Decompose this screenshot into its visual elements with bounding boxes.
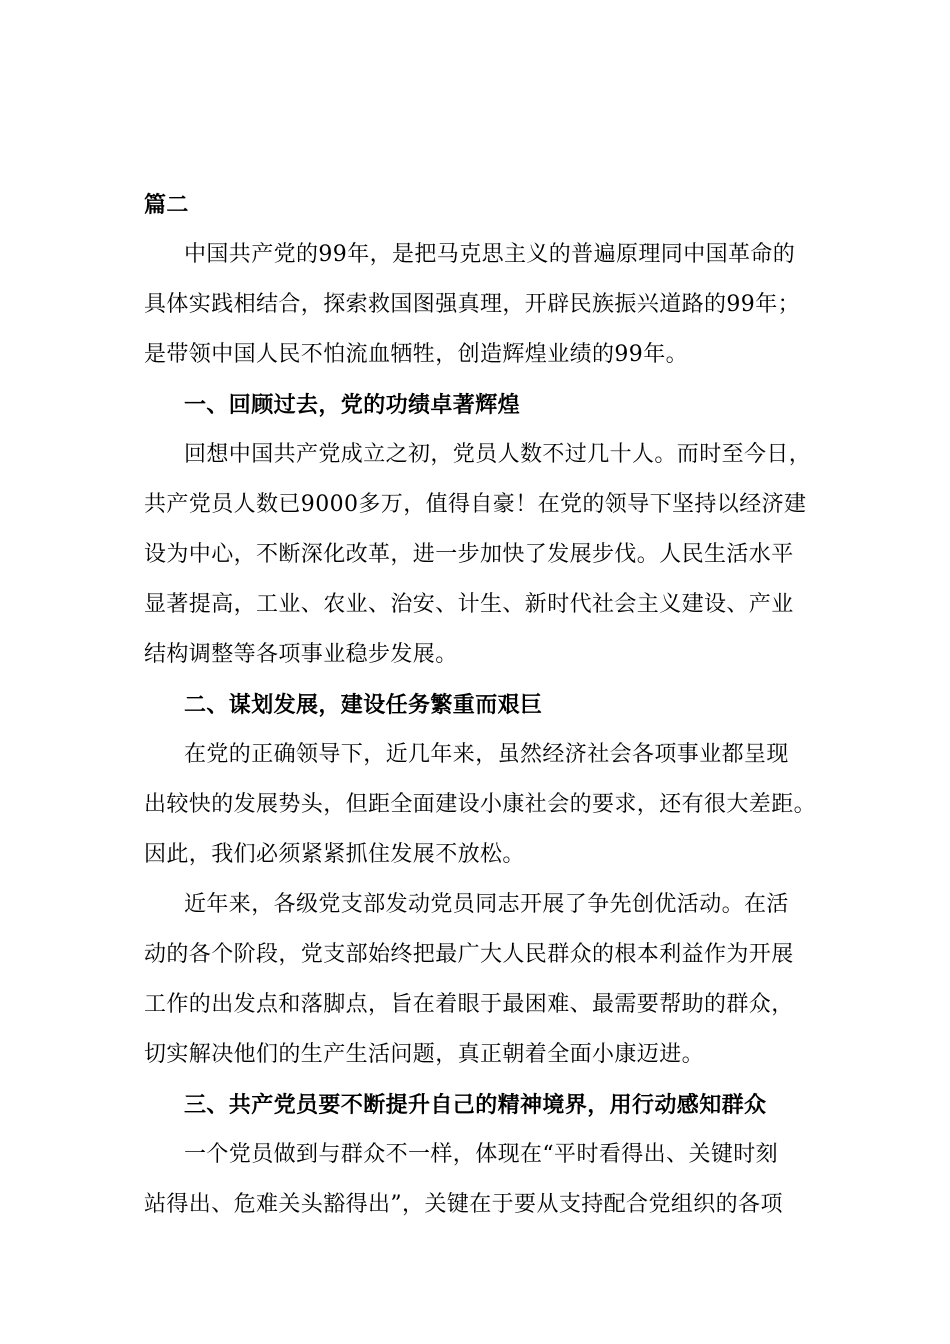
paragraph: [144, 880, 808, 1080]
text-line: 一个党员做到与群众不一样，体现在“平时看得出、关键时刻: [184, 1142, 779, 1167]
section-title: 篇二: [144, 192, 189, 218]
section-heading: 三、共产党员要不断提升自己的精神境界，用行动感知群众: [184, 1092, 767, 1118]
text-line: 动的各个阶段，党支部始终把最广大人民群众的根本利益作为开展: [144, 942, 794, 967]
text-line: 结构调整等各项事业稳步发展。: [144, 642, 458, 667]
text-line: 因此，我们必须紧紧抓住发展不放松。: [144, 842, 525, 867]
section-heading: 一、回顾过去，党的功绩卓著辉煌: [184, 392, 521, 418]
paragraph: [144, 430, 812, 680]
text-line: 出较快的发展势头，但距全面建设小康社会的要求，还有很大差距。: [144, 792, 817, 817]
text-line: 在党的正确领导下，近几年来，虽然经济社会各项事业都呈现: [184, 742, 789, 767]
paragraph: [144, 1130, 808, 1230]
text-line: 共产党员人数已9000多万，值得自豪！在党的领导下坚持以经济建: [144, 492, 807, 517]
text-line: 设为中心，不断深化改革，进一步加快了发展步伐。人民生活水平: [144, 542, 794, 567]
paragraph: [144, 730, 817, 880]
text-line: 近年来，各级党支部发动党员同志开展了争先创优活动。在活: [184, 892, 789, 917]
text-line: 是带领中国人民不怕流血牺牲，创造辉煌业绩的99年。: [144, 342, 688, 367]
text-line: 具体实践相结合，探索救国图强真理，开辟民族振兴道路的99年；: [144, 292, 800, 317]
text-line: 回想中国共产党成立之初，党员人数不过几十人。而时至今日，: [184, 442, 812, 467]
text-line: 显著提高，工业、农业、治安、计生、新时代社会主义建设、产业: [144, 592, 794, 617]
text-line: 中国共产党的99年，是把马克思主义的普遍原理同中国革命的: [184, 242, 796, 267]
text-line: 站得出、危难关头豁得出”，关键在于要从支持配合党组织的各项: [144, 1192, 783, 1217]
document-body: [144, 180, 817, 1230]
paragraph: [144, 230, 808, 380]
text-line: 切实解决他们的生产生活问题，真正朝着全面小康迈进。: [144, 1042, 705, 1067]
text-line: 工作的出发点和落脚点，旨在着眼于最困难、最需要帮助的群众，: [144, 992, 794, 1017]
section-heading: 二、谋划发展，建设任务繁重而艰巨: [184, 692, 543, 718]
